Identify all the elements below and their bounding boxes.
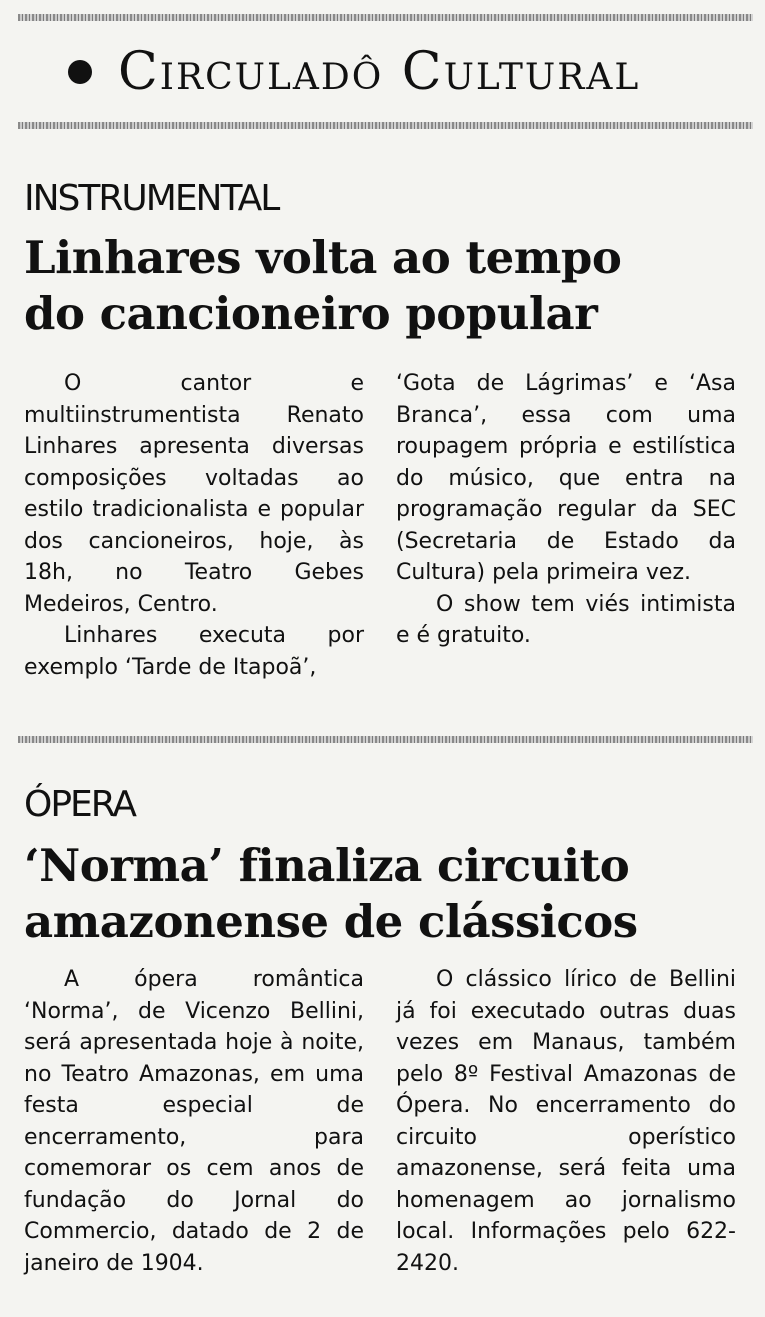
masthead [18,24,753,120]
article-1-kicker: INSTRUMENTAL [24,178,279,219]
article-1-right-paragraph-2: O show tem viés intimista e é gratuito. [396,591,736,648]
article-1-left-paragraph-2: Linhares executa por exemplo ‘Tarde de Itapoã’, [24,623,364,680]
article-2-right-column [396,964,736,1279]
article-2-headline-line2: amazonense de clássicos [24,895,638,948]
masthead-title: Circuladô Cultural [118,42,641,102]
article-1-left-column [24,368,364,683]
masthead-bottom-rule [18,122,753,129]
article-1-headline-line1: Linhares volta ao tempo [24,231,622,284]
article-2-headline [24,838,744,950]
article-2-left-column [24,964,364,1279]
article-2-right-paragraph-1: O clássico lírico de Bellini já foi executado outras duas vezes em Manaus, também pelo 8º Festival Amazonas de Ópera. No encerramento do circuito operístico amazonense, será feita uma homenagem ao jornalismo local. Informações pelo 622-2420. [396,967,736,1276]
article-1-right-column [396,368,736,652]
top-rule [18,14,753,21]
bullet-icon [68,60,92,84]
section-divider [18,736,753,743]
article-2-headline-line1: ‘Norma’ finaliza circuito [24,839,630,892]
article-1-headline [24,230,744,342]
article-1-headline-line2: do cancioneiro popular [24,287,598,340]
article-1-right-paragraph-1: ‘Gota de Lágrimas’ e ‘Asa Branca’, essa com uma roupagem própria e estilística do músico, que entra na programação regular da SEC (Secretaria de Estado da Cultura) pela primeira vez. [396,371,736,585]
article-2-kicker: ÓPERA [24,784,135,825]
article-2-left-paragraph-1: A ópera romântica ‘Norma’, de Vicenzo Bellini, será apresentada hoje à noite, no Teatro Amazonas, em uma festa especial de encerramento, para comemorar os cem anos de fundação do Jornal do Commercio, datado de 2 de janeiro de 1904. [24,967,364,1276]
article-1-left-paragraph-1: O cantor e multiinstrumentista Renato Linhares apresenta diversas composições voltadas ao estilo tradicionalista e popular dos cancioneiros, hoje, às 18h, no Teatro Gebes Medeiros, Centro. [24,371,364,617]
